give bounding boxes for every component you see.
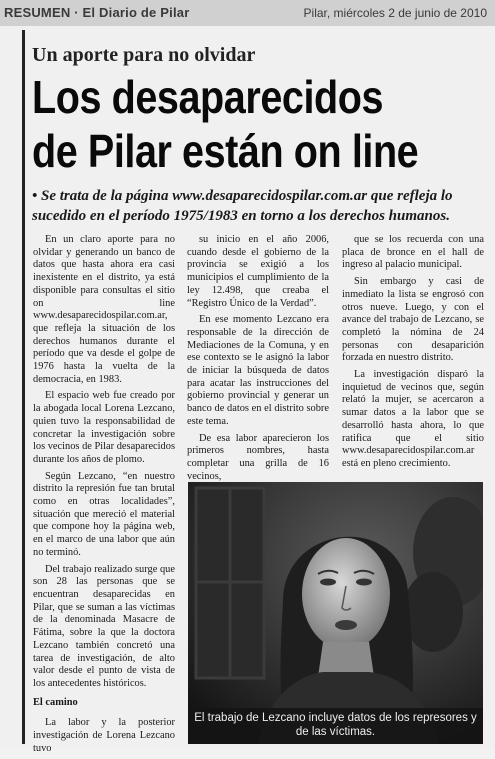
headline-line-1: Los desaparecidos — [32, 71, 384, 123]
article-photo — [188, 482, 483, 744]
article-kicker: Un aporte para no olvidar — [32, 44, 256, 66]
headline-line-2: de Pilar están on line — [32, 125, 419, 177]
paragraph: En ese momento Lezcano era responsable de la dirección de Mediaciones de la Comuna, y en ese contexto se le asignó la labor de iniciar la búsqueda de datos para acatar las instrucciones del gobierno provincial y generar un banco de datos en el distrito sobre este tema. — [187, 314, 329, 427]
paragraph: La labor y la posterior investigación de Lorena Lezcano tuvo — [33, 717, 175, 754]
paragraph: El espacio web fue creado por la abogada local Lorena Lezcano, quien tuvo la responsabilidad de concretar la investigación sobre los vecinos de Pilar desaparecidos durante los años de plomo. — [33, 390, 175, 465]
article-column-1 — [33, 234, 175, 759]
article-column-2 — [187, 234, 329, 487]
section-label: RESUMEN · El Diario de Pilar — [4, 5, 190, 20]
page-header — [0, 0, 495, 26]
paragraph: Del trabajo realizado surge que son 28 las personas que se encuentran desaparecidas en Pilar, que se suman a las víctimas de la denominada Masacre de Fátima, sobre la que la doctora Lezcano también concretó una tarea de investigación, de alto valor desde el punto de vista de los antecedentes históricos. — [33, 563, 175, 689]
photo-caption: El trabajo de Lezcano incluye datos de los represores y de las víctimas. — [188, 708, 483, 744]
subheading: El camino — [33, 696, 78, 708]
article-column-3 — [342, 234, 484, 475]
column-rule — [22, 30, 25, 744]
paragraph: En un claro aporte para no olvidar y generando un banco de datos que hasta ahora era casi inexistente en el distrito, ya está disponible para consultas el sitio on line www.desaparecidospilar.com.ar, que refleja la situación de los derechos humanos durante el período que va desde el golpe de 1976 hasta la vuelta de la democracia, en 1983. — [33, 234, 175, 385]
paragraph: De esa labor aparecieron los primeros nombres, hasta completar una grilla de 16 vecinos, — [187, 432, 329, 482]
paragraph: su inicio en el año 2006, cuando desde el gobierno de la provincia se exigió a los municipios el cumplimiento de la ley 12.498, que creaba el “Registro Único de la Verdad”. — [187, 234, 329, 309]
article-deck: • Se trata de la página www.desaparecidospilar.com.ar que refleja lo sucedido en el período 1975/1983 en torno a los derechos humanos. — [32, 188, 453, 224]
publication-date: Pilar, miércoles 2 de junio de 2010 — [303, 6, 487, 20]
paragraph: La investigación disparó la inquietud de vecinos que, según relató la mujer, se acercaron a sumar datos a la labor que se desarrolló hasta ahora, lo que ratifica que el sitio www.desaparecidospilar.com.ar está en pleno crecimiento. — [342, 369, 484, 469]
paragraph: Sin embargo y casi de inmediato la lista se engrosó con otros nueve. Luego, y con el avance del trabajo de Lezcano, se completó la nómina de 24 personas con desaparición forzada en nuestro distrito. — [342, 276, 484, 364]
paragraph: que se los recuerda con una placa de bronce en el hall de ingreso al palacio municipal. — [342, 234, 484, 271]
paragraph: Según Lezcano, “en nuestro distrito la represión fue tan brutal como en otras localidades”, situación que mereció el material que compone hoy la página web, en el marco de una labor que aún no terminó. — [33, 470, 175, 558]
photo-portrait — [188, 482, 483, 744]
